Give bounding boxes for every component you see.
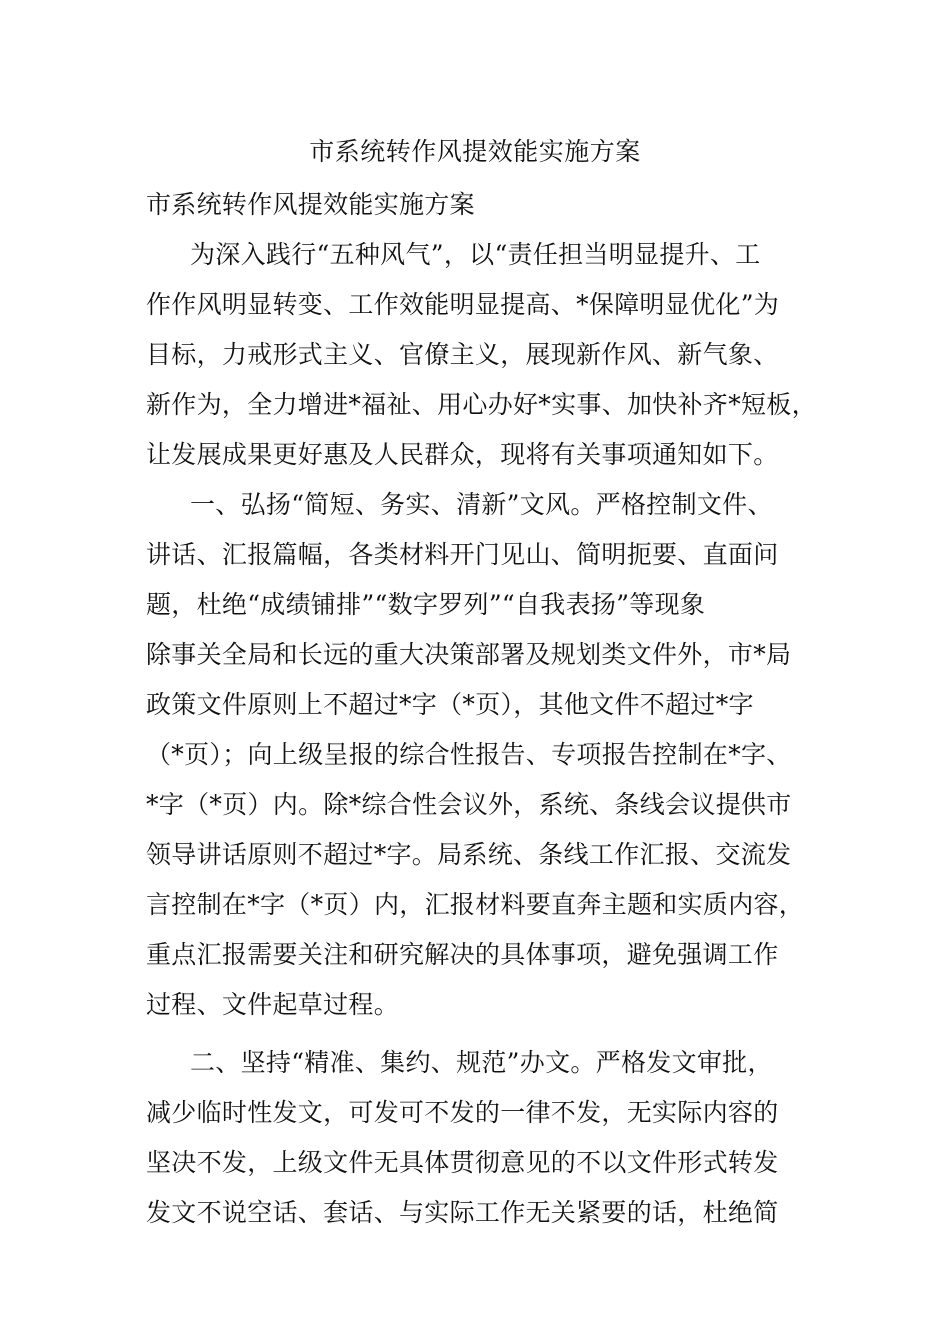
paragraph-line: 重点汇报需要关注和研究解决的具体事项，避免强调工作 xyxy=(146,940,779,969)
paragraph-line: 除事关全局和长远的重大决策部署及规划类文件外，市*局 xyxy=(146,640,792,669)
paragraph-gap xyxy=(146,1030,826,1038)
paragraph-line: （*页）；向上级呈报的综合性报告、专项报告控制在*字、 xyxy=(146,740,792,769)
paragraph-line: 讲话、汇报篇幅，各类材料开门见山、简明扼要、直面问 xyxy=(146,540,779,569)
paragraph-line: 减少临时性发文，可发可不发的一律不发，无实际内容的 xyxy=(146,1098,779,1127)
intro-paragraph xyxy=(146,230,826,480)
document-body xyxy=(146,180,826,1238)
document-subtitle: 市系统转作风提效能实施方案 xyxy=(146,190,475,219)
paragraph-line: 发文不说空话、套话、与实际工作无关紧要的话，杜绝简 xyxy=(146,1198,779,1227)
section-2-paragraph xyxy=(146,1038,826,1238)
paragraph-line: 为深入践行“五种风气”，以“责任担当明显提升、工 xyxy=(190,240,761,269)
section-1-paragraph xyxy=(146,480,826,1030)
paragraph-line: 言控制在*字（*页）内，汇报材料要直奔主题和实质内容， xyxy=(146,890,805,919)
paragraph-line: 新作为，全力增进*福祉、用心办好*实事、加快补齐*短板， xyxy=(146,390,817,419)
paragraph-line: 让发展成果更好惠及人民群众，现将有关事项通知如下。 xyxy=(146,440,779,469)
paragraph-line: 领导讲话原则不超过*字。局系统、条线工作汇报、交流发 xyxy=(146,840,792,869)
paragraph-line: 过程、文件起草过程。 xyxy=(146,990,400,1019)
paragraph-line: 目标，力戒形式主义、官僚主义，展现新作风、新气象、 xyxy=(146,340,779,369)
paragraph-line: 二、坚持“精准、集约、规范”办文。严格发文审批， xyxy=(190,1048,773,1077)
paragraph-line: *字（*页）内。除*综合性会议外，系统、条线会议提供市 xyxy=(146,790,792,819)
paragraph-line: 题，杜绝“成绩铺排”“数字罗列”“自我表扬”等现象 xyxy=(146,590,706,619)
paragraph-line: 坚决不发，上级文件无具体贯彻意见的不以文件形式转发 xyxy=(146,1148,779,1177)
document-title: 市系统转作风提效能实施方案 xyxy=(309,137,641,166)
paragraph-line: 作作风明显转变、工作效能明显提高、*保障明显优化”为 xyxy=(146,290,780,319)
paragraph-line: 政策文件原则上不超过*字（*页），其他文件不超过*字 xyxy=(146,690,754,719)
paragraph-line: 一、弘扬“简短、务实、清新”文风。严格控制文件、 xyxy=(190,490,773,519)
